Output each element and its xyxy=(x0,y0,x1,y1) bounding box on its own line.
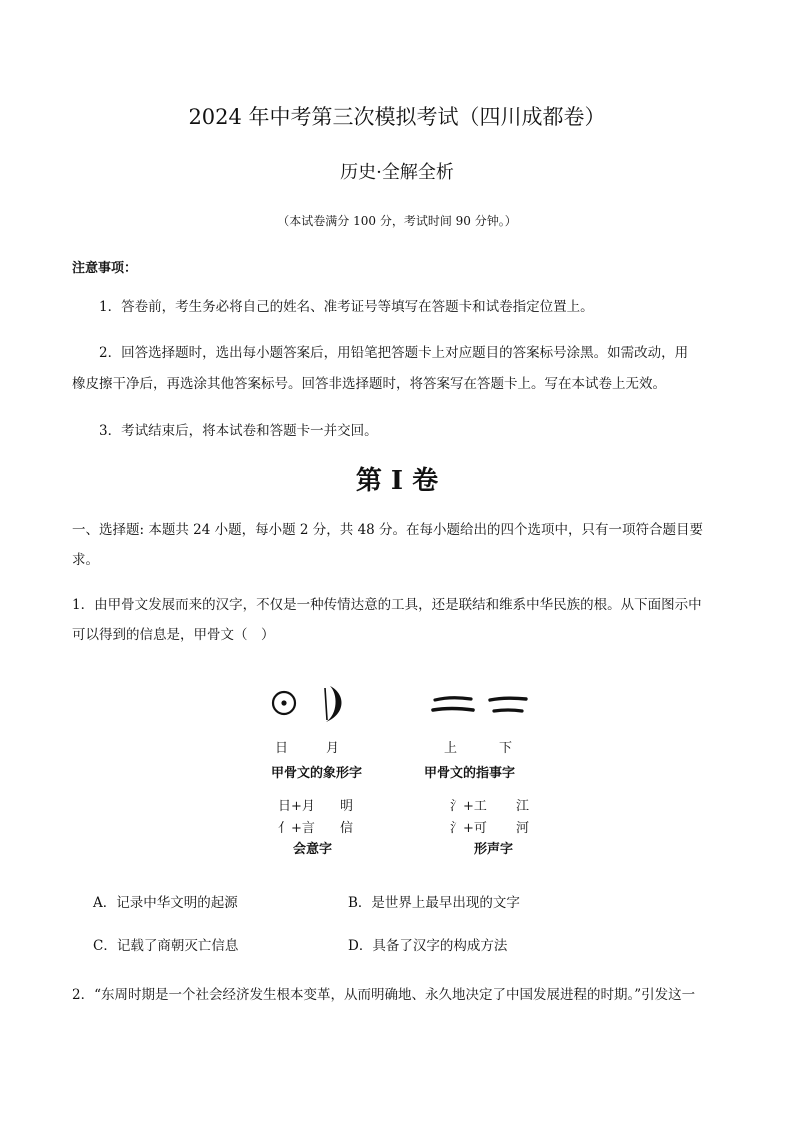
section-instruction-line-1: 一、选择题: 本题共 24 小题，每小题 2 分，共 48 分。在每小题给出的四个选项中，只有一项符合题目要 xyxy=(72,522,704,538)
oracle-bone-figure xyxy=(266,682,546,862)
option-b[interactable]: B．是世界上最早出现的文字 xyxy=(348,895,520,911)
compound-row-1-right: 氵+工 xyxy=(450,799,487,814)
compound-row-1-left: 日+月 xyxy=(278,799,315,814)
compound-row-2-right-result: 河 xyxy=(516,821,530,836)
char-moon: 月 xyxy=(326,741,340,756)
char-up: 上 xyxy=(444,741,458,756)
option-c[interactable]: C．记载了商朝灭亡信息 xyxy=(93,938,239,954)
label-indicative: 甲骨文的指事字 xyxy=(424,766,516,781)
question-1-stem-line-1: 1．由甲骨文发展而来的汉字，不仅是一种传情达意的工具，还是联结和维系中华民族的根。从下面图示中 xyxy=(72,597,702,613)
oracle-glyph-down-icon xyxy=(486,688,530,718)
compound-row-2-left: 亻+言 xyxy=(278,821,315,836)
volume-heading: 第 I 卷 xyxy=(355,466,439,496)
notice-item-2-line-1: 2．回答选择题时，选出每小题答案后，用铅笔把答题卡上对应题目的答案标号涂黑。如需改动，用 xyxy=(99,345,689,361)
char-down: 下 xyxy=(499,741,513,756)
compound-row-1-left-result: 明 xyxy=(340,799,354,814)
notice-title: 注意事项： xyxy=(72,261,138,276)
label-pictograph: 甲骨文的象形字 xyxy=(271,766,363,781)
question-1-stem-line-2: 可以得到的信息是，甲骨文（ ） xyxy=(72,627,275,643)
notice-item-2-line-2: 橡皮擦干净后，再选涂其他答案标号。回答非选择题时，将答案写在答题卡上。写在本试卷上无效。 xyxy=(72,376,666,392)
compound-row-2-left-result: 信 xyxy=(340,821,354,836)
notice-item-1: 1．答卷前，考生务必将自己的姓名、准考证号等填写在答题卡和试卷指定位置上。 xyxy=(99,299,594,315)
compound-row-1-right-result: 江 xyxy=(516,799,530,814)
page-subtitle: 历史·全解全析 xyxy=(340,162,454,183)
label-ideogram: 会意字 xyxy=(293,842,333,857)
compound-row-2-right: 氵+可 xyxy=(450,821,487,836)
oracle-glyph-moon-icon xyxy=(318,682,348,726)
notice-item-3: 3．考试结束后，将本试卷和答题卡一并交回。 xyxy=(99,423,378,439)
option-a[interactable]: A．记录中华文明的起源 xyxy=(93,895,238,911)
section-instruction-line-2: 求。 xyxy=(72,552,99,568)
question-2-stem-line-1: 2．“东周时期是一个社会经济发生根本变革，从而明确地、永久地决定了中国发展进程的时期。”引发这一 xyxy=(72,987,696,1003)
option-d[interactable]: D．具备了汉字的构成方法 xyxy=(348,938,508,954)
char-sun: 日 xyxy=(275,741,289,756)
oracle-glyph-up-icon xyxy=(431,688,475,718)
label-phonetic: 形声字 xyxy=(474,842,514,857)
page-title: 2024 年中考第三次模拟考试（四川成都卷） xyxy=(188,105,606,129)
oracle-glyph-sun-icon xyxy=(269,688,299,718)
exam-info: （本试卷满分 100 分，考试时间 90 分钟。） xyxy=(277,214,517,228)
